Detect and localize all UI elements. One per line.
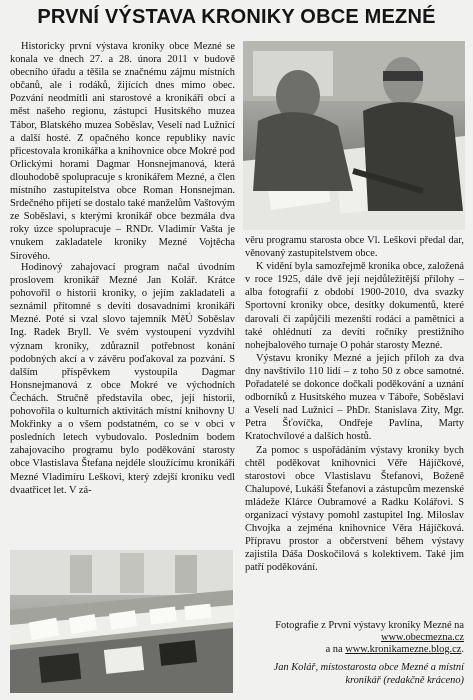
photo-visitors-reading-chronicle: [243, 41, 465, 230]
credit-suffix: .: [461, 644, 464, 655]
photo-exhibition-room: [10, 550, 233, 693]
author-signature: Jan Kolář, místostarosta obce Mezné a místní kronikář (redakčně kráceno): [273, 662, 464, 686]
left-column-top: [10, 40, 235, 263]
paragraph-program: Hodinový zahajovací program načal úvodním proslovem kronikář Mezné Jan Kolář. Krátce pohovořil o historii kroniky, o jejím zakladateli a seznámil přítomné s devíti dosavadními kronikáři Mezné. Poté si vzal slovo tajemník MěÚ Soběslav Ing. Radek Bryll. Ve svém vystoupení vyzdvihl význam kroniky, zdůraznil potřebnost konání podobných akcí a v závěru poďakoval za pozvání. S dalším příspěvkem vystoupila Dagmar Honsnejmanová z obce Mokré ve východních Čechách. Stručně představila obec, její historii, pohovořila o kulturních aktivitách místní knihovny U Mokřinky a o všem podstatném, co se v obci v posledních letech vybudovalo. Posledním bodem zahajovacího programu bylo poděkování starosty obce Vlastislava Štefana nejdéle sloužícímu kronikáři Mezné Vladimíru Leškovi, který zdejší kroniku vedl dvaatřicet let. V zá-: [10, 262, 235, 496]
paragraph-continuation: věru programu starosta obce Vl. Leškovi předal dar, věnovaný zastupitelstvem obce.: [245, 235, 464, 260]
link-obecmezna[interactable]: www.obecmezna.cz: [381, 632, 464, 643]
article-headline: PRVNÍ VÝSTAVA KRONIKY OBCE MEZNÉ: [37, 6, 436, 28]
paragraph-thanks: Za pomoc s uspořádáním výstavy kroniky bych chtěl poděkovat knihovnici Věře Hájíčkové, starostovi obce Vlastislavu Štefanovi, Boženě Chalupové, Lukáši Štefanovi a zástupcům mezenské mládeže Klárce Oubramové a Radku Kolářovi. S organizací výstavy pomohl zastupitel Ing. Miloslav Chvojka a zejména knihovnice Věra Hájíčková. Přípravu prostor a občerstvení během výstavy zajistila Dáša Doskočilová s kolektivem. Také jim patří poděkování.: [245, 444, 464, 574]
paragraph-intro: Historicky první výstava kroniky obce Mezné se konala ve dnech 27. a 28. února 2011 v budově obecního úřadu a těšila se značnému zájmu místních občanů, ale i rodáků, žijících dnes mimo obec. Pozvání neodmítli ani starostové a kronikáři obcí a měst našeho regionu, zástupci Husitského muzea Tábor, Blatského muzea Soběslav, Veselí nad Lužnicí a další hosté. Z opačného konce republiky navíc přicestovala kronikářka a knihovnice obce Mokré pod Orlickými horami Dagmar Honsnejmanová, která dlouhodobě spolupracuje s kronikářem Mezné, a člen místního zastupitelstva obce Roman Honsnejman. Srdečného přijetí se dostalo také manželům Vaštovým ze Soběslavi, s kterými kronikář obce bezmála dva roky úzce spolupracuje – RNDr. Vladimír Vašta je vnukem zakladatele kroniky Mezné Vojtěcha Sirového.: [10, 41, 235, 262]
paragraph-visitors: Výstavu kroniky Mezné a jejích příloh za dva dny navštívilo 110 lidí – z toho 50 z obce samotné. Pořadatelé se dokonce dočkali poděkování a uznání odborníků z Husitského muzea v Táboře, Soběslavi a Veselí nad Lužnicí – PhDr. Stanislava Zity, Mgr. Petra Šťovíčka, Ondřeje Pavlína, Marty Kratochvílové a dalších hostů.: [245, 352, 464, 443]
left-column-bottom: [10, 261, 235, 497]
photo-credit: [245, 620, 464, 656]
credit-prefix: a na: [325, 644, 346, 655]
right-column: [245, 234, 464, 574]
credit-text: Fotografie z První výstavy kroniky Mezné na: [275, 620, 464, 631]
paragraph-exhibits: K vidění byla samozřejmě kronika obce, založená v roce 1925, dále dvě její nejdůležitější přílohy – alba fotografií z období 1900-2010, dva svazky Sportovní kroniky obce, desítky dokumentů, které darovali či zapůjčili mezenští rodáci a pamětníci a také ohlédnutí za devíti ročníky prestižního nohejbalového turnaje O pohár starosty Mezné.: [245, 261, 464, 351]
link-kronikamezne[interactable]: www.kronikamezne.blog.cz: [345, 644, 462, 655]
